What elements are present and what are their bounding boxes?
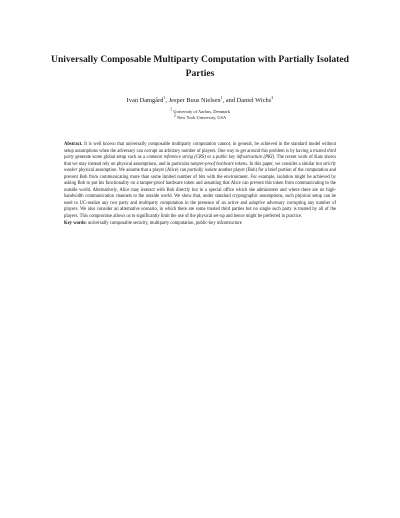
author-name: Jesper Buus Nielsen [168,97,221,104]
author-separator: , and [222,97,237,104]
author-separator: , [165,97,169,104]
affiliation-mark: 2 [173,112,176,118]
abstract-text: or a [205,155,216,160]
abstract-label: Abstract. [64,142,83,147]
abstract-emphasis: common reference string (CRS) [146,155,206,160]
abstract-emphasis: tamper-proof hardware tokens [190,161,248,167]
keywords-text: universally composable security, multiparty computation, public-key infrastructure [86,220,242,226]
author-name: Ivan Damgård [126,97,164,104]
abstract-emphasis: public key infrastructure (PKI) [215,155,275,160]
keywords [64,221,336,228]
abstract-text: physical assumption. We assume that a player (Alice) can [77,168,188,173]
affiliation-mark: 1 [163,94,166,100]
affiliation-mark: 1 [170,106,173,112]
author-name: Daniel Wichs [236,97,272,104]
affiliation-text: New York University, USA [176,115,227,121]
affiliation-mark: 1 [220,94,223,100]
abstract-emphasis: strictly weaker [64,161,336,173]
abstract-emphasis: trusted third party [64,148,336,160]
affiliation-mark: 2 [271,94,274,100]
abstract-text: adversary corrupting any number of players. We also consider an alternative scenario, in which there are some trusted third parties but no single such party is trusted by all of the players. This compromise allows us to significantly limit the use of the physical set-up and hence might be preferred in practice. [64,200,336,219]
abstract-emphasis: adaptive [248,200,265,206]
affiliation-text: University of Aarhus, Denmark [173,109,230,114]
abstract [64,142,336,220]
abstract-text: . The recent work of Katz shows that we may instead rely on physical assumptions, and in particular [64,155,336,167]
affiliations [40,106,360,122]
abstract-emphasis: partially isolate [187,168,217,173]
abstract-text: another player (Bob) for a brief portion of the computation and prevent Bob from communicating more than some limited number of bits with the environment. For example, isolation might be achieved by asking Bob to put his functionality on a tamper-proof hardware token and assuming that Alice can prevent this token from communicating to the outside world. Alternatively, Alice may interact with Bob directly but in a special office which she administers and where there are no high-bandwidth communication channels to the outside world. We show that, under standard cryptographic assumptions, such physical setup can be used to UC-realize any two party and multiparty computation in the presence of an active and [64,168,336,206]
abstract-text: . In this paper, we consider a similar but [247,161,324,167]
abstract-text: It is well known that universally composable multiparty computation cannot, in general, be achieved in the standard model without setup assumptions when the adversary can corrupt an arbitrary number of players. One way to get around this problem is by having a [64,142,336,154]
author-line [40,96,360,105]
affiliation-line [40,112,360,121]
keywords-label: Key words: [64,220,87,226]
abstract-text: generate some global setup such as a [73,155,147,160]
paper-title: Universally Composable Multiparty Computation with Partially Isolated Parties [51,54,349,79]
